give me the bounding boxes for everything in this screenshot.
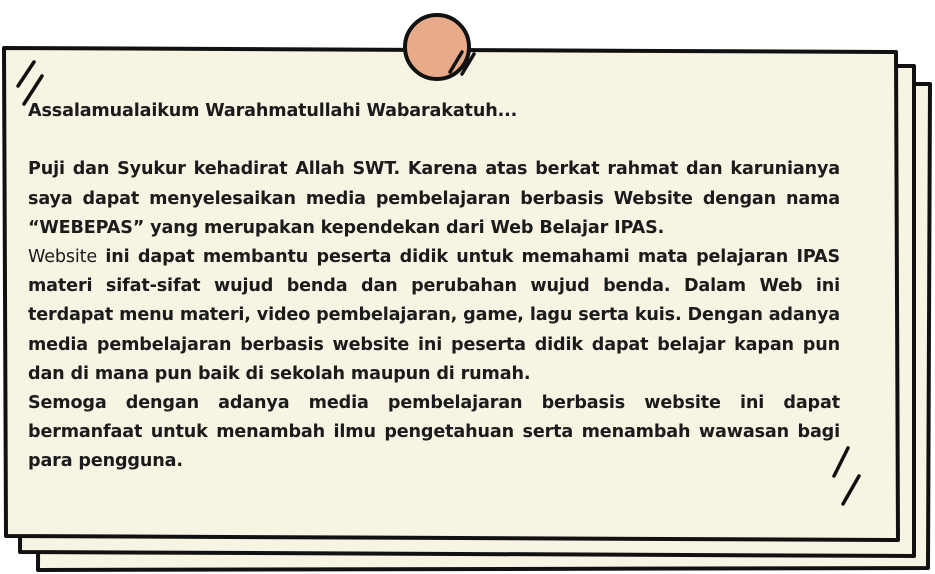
pin-circle [405, 15, 469, 79]
paragraph-closing: Semoga dengan adanya media pembelajaran berbasis website ini dapat bermanfaat untuk menambah ilmu pengetahuan serta menambah wawasan bagi para pengguna. [28, 393, 840, 472]
paragraph-description-lead: Website [28, 247, 98, 267]
paragraph-description [28, 243, 840, 389]
paragraph-intro: Puji dan Syukur kehadirat Allah SWT. Karena atas berkat rahmat dan karunianya saya dapat menyelesaikan media pembelajaran berbasis Website dengan nama “WEBEPAS” yang merupakan kependekan dari Web Belajar IPAS. [28, 159, 840, 238]
letter-text [28, 97, 840, 477]
paragraph-description-body: ini dapat membantu peserta didik untuk memahami mata pelajaran IPAS materi sifat-sifat wujud benda dan perubahan wujud benda. Dalam Web ini terdapat menu materi, video pembelajaran, game, lagu serta kuis. Dengan adanya media pembelajaran berbasis website ini peserta didik dapat belajar kapan pun dan di mana pun baik di sekolah maupun di rumah. [28, 247, 840, 384]
greeting-text: Assalamualaikum Warahmatullahi Wabarakatuh... [28, 101, 518, 121]
